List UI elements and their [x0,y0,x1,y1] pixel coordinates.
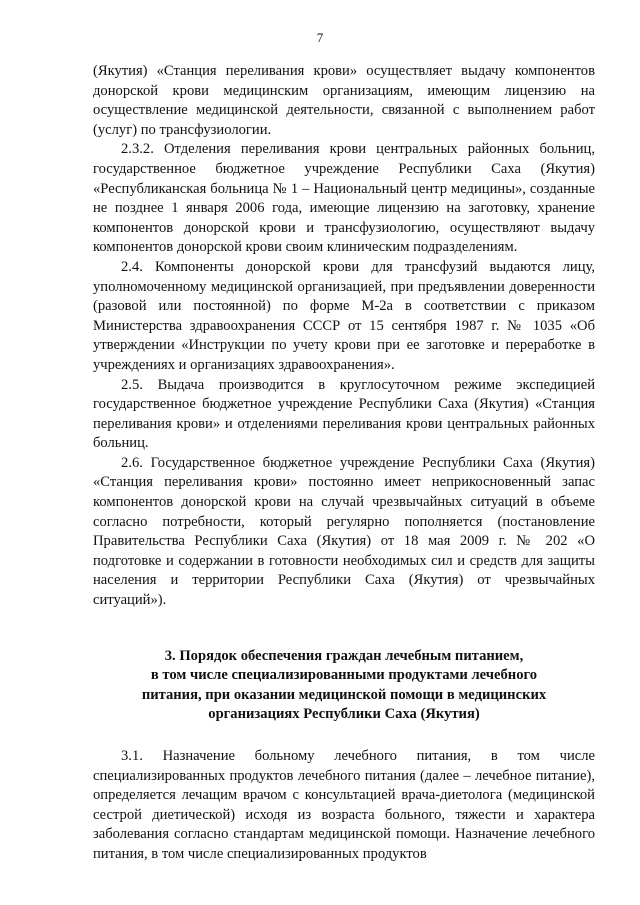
page-number: 7 [316,30,324,45]
paragraph-continuation: (Якутия) «Станция переливания крови» осуществляет выдачу компонентов донорской крови медицинским организациям, имеющим лицензию на осуществление медицинской деятельности, связанной с выполнением работ (услуг) по трансфузиологии. [93,63,595,138]
section-heading-line: организациях Республики Саха (Якутия) [208,706,480,723]
paragraph-2-4: 2.4. Компоненты донорской крови для трансфузий выдаются лицу, уполномоченному медицинской организацией, при предъявлении доверенности (разовой или постоянной) по форме М-2а в соответствии с приказом Министерства здравоохранения СССР от 15 сентября 1987 г. № 1035 «Об утверждении «Инструкции по учету крови при ее заготовке и переработке в учреждениях и организациях здравоохранения». [93,258,595,373]
paragraph-3-1: 3.1. Назначение больному лечебного питания, в том числе специализированных продуктов лечебного питания (далее – лечебное питание), определяется лечащим врачом с консультацией врача-диетолога (медицинской сестрой диетической) исходя из возраста больного, тяжести и характера заболевания согласно стандартам медицинской помощи. Назначение лечебного питания, в том числе специализированных продуктов [93,748,595,862]
document-body [93,62,595,865]
paragraph-2-3-2: 2.3.2. Отделения переливания крови центральных районных больниц, государственное бюджетное учреждение Республики Саха (Якутия) «Республиканская больница № 1 – Национальный центр медицины», созданные не позднее 1 января 2006 года, имеющие лицензию на заготовку, хранение компонентов донорской крови и трансфузиологию, осуществляют выдачу компонентов донорской крови своим клиническим подразделениям. [93,141,595,256]
section-heading-line: в том числе специализированными продуктами лечебного [150,667,538,684]
paragraph-2-5: 2.5. Выдача производится в круглосуточном режиме экспедицией государственное бюджетное учреждение Республики Саха (Якутия) «Станция переливания крови» и отделениями переливания крови центральных районных больниц. [93,376,595,452]
section-heading-line: питания, при оказании медицинской помощи в медицинских [141,686,547,703]
paragraph-2-6: 2.6. Государственное бюджетное учреждение Республики Саха (Якутия) «Станция переливания крови» постоянно имеет неприкосновенный запас компонентов донорской крови на случай чрезвычайных ситуаций в объеме согласно потребности, который регулярно пополняется (постановление Правительства Республики Саха (Якутия) от 18 мая 2009 г. № 202 «О подготовке и содержании в готовности необходимых сил и средств для защиты населения и территории Республики Саха (Якутия) от чрезвычайных ситуаций»). [93,454,595,609]
section-heading [93,647,595,725]
section-heading-line: 3. Порядок обеспечения граждан лечебным питанием, [164,647,524,664]
